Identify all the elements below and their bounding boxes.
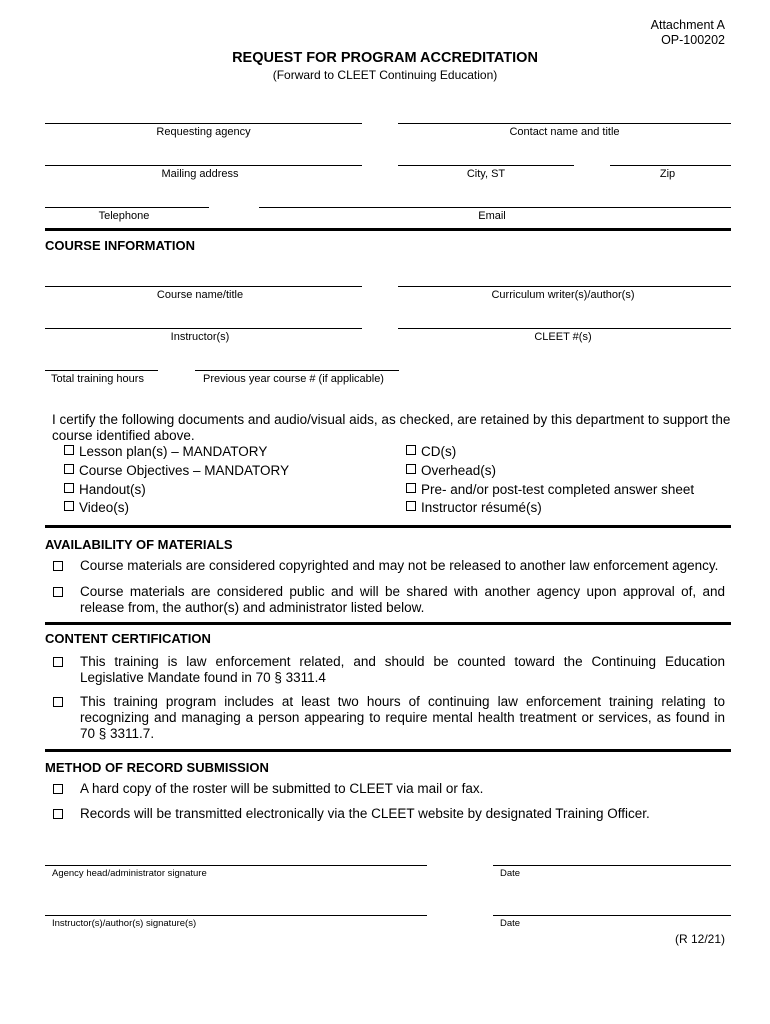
content-cert-mandate-text: This training is law enforcement related, and should be counted toward the Continuing Education Legislative Mandate found in 70 § 3311.4 <box>80 654 725 685</box>
agency-head-signature-label: Agency head/administrator signature <box>52 868 207 879</box>
availability-public-text: Course materials are considered public and will be shared with another agency upon approval of, and release from, the author(s) and administrator listed below. <box>80 584 725 615</box>
checkbox-law-enforcement-related[interactable] <box>53 657 63 667</box>
date-label-2: Date <box>500 918 521 929</box>
telephone-field[interactable] <box>45 207 209 208</box>
date-field-2[interactable] <box>493 915 731 916</box>
total-hours-label: Total training hours <box>51 373 144 385</box>
availability-copyrighted-text: Course materials are considered copyrighted and may not be released to another law enforcement agency. <box>80 558 719 573</box>
mailing-address-label: Mailing address <box>161 168 239 180</box>
checkbox-icon[interactable] <box>64 483 74 493</box>
course-name-label: Course name/title <box>156 289 244 301</box>
email-label: Email <box>478 210 506 222</box>
email-field[interactable] <box>259 207 731 208</box>
checkbox-cds[interactable]: CD(s) <box>406 444 456 460</box>
record-electronic-text: Records will be transmitted electronically via the CLEET website by designated Training Officer. <box>80 806 650 821</box>
attachment-label: Attachment A <box>650 18 725 32</box>
checkbox-hard-copy[interactable] <box>53 784 63 794</box>
checkbox-test-sheet[interactable]: Pre- and/or post-test completed answer sheet <box>406 482 694 498</box>
checkbox-videos[interactable]: Video(s) <box>64 500 129 516</box>
instructor-signature-field[interactable] <box>45 915 427 916</box>
instructors-label: Instructor(s) <box>170 331 230 343</box>
section-divider <box>45 622 731 625</box>
zip-label: Zip <box>659 168 676 180</box>
checkbox-icon[interactable] <box>406 483 416 493</box>
checkbox-icon[interactable] <box>406 445 416 455</box>
revision-label: (R 12/21) <box>674 932 725 946</box>
checkbox-instructor-resume[interactable]: Instructor résumé(s) <box>406 500 542 516</box>
course-name-field[interactable] <box>45 286 362 287</box>
record-hard-copy-text: A hard copy of the roster will be submitted to CLEET via mail or fax. <box>80 781 484 796</box>
total-hours-field[interactable] <box>45 370 158 371</box>
requesting-agency-label: Requesting agency <box>156 126 251 138</box>
previous-course-label: Previous year course # (if applicable) <box>203 373 384 385</box>
curriculum-writer-label: Curriculum writer(s)/author(s) <box>491 289 635 301</box>
availability-heading: AVAILABILITY OF MATERIALS <box>45 537 233 552</box>
instructors-field[interactable] <box>45 328 362 329</box>
previous-course-field[interactable] <box>195 370 399 371</box>
checkbox-icon[interactable] <box>64 445 74 455</box>
form-id-block <box>651 18 725 48</box>
requesting-agency-field[interactable] <box>45 123 362 124</box>
record-submission-heading: METHOD OF RECORD SUBMISSION <box>45 760 269 775</box>
date-field-1[interactable] <box>493 865 731 866</box>
mailing-address-field[interactable] <box>45 165 362 166</box>
content-cert-mental-health-text: This training program includes at least two hours of continuing law enforcement training relating to recognizing and managing a person appearing to require mental health treatment or services, as found in 70 § 3311.7. <box>80 694 725 741</box>
checkbox-icon[interactable] <box>64 501 74 511</box>
agency-head-signature-field[interactable] <box>45 865 427 866</box>
checkbox-mental-health[interactable] <box>53 697 63 707</box>
content-cert-heading: CONTENT CERTIFICATION <box>45 631 211 646</box>
section-divider <box>45 525 731 528</box>
course-info-heading: COURSE INFORMATION <box>45 238 195 253</box>
checkbox-electronic[interactable] <box>53 809 63 819</box>
checkbox-overheads[interactable]: Overhead(s) <box>406 463 496 479</box>
checkbox-icon[interactable] <box>64 464 74 474</box>
instructor-signature-label: Instructor(s)/author(s) signature(s) <box>52 918 197 929</box>
date-label-1: Date <box>500 868 521 879</box>
checkbox-handouts[interactable]: Handout(s) <box>64 482 146 498</box>
contact-label: Contact name and title <box>509 126 620 138</box>
curriculum-writer-field[interactable] <box>398 286 731 287</box>
checkbox-public[interactable] <box>53 587 63 597</box>
checkbox-icon[interactable] <box>406 464 416 474</box>
form-number: OP-100202 <box>661 33 725 47</box>
section-divider <box>45 749 731 752</box>
cleet-number-field[interactable] <box>398 328 731 329</box>
certify-statement: I certify the following documents and audio/visual aids, as checked, are retained by this department to support the course identified above. <box>52 412 731 443</box>
checkbox-lesson-plan[interactable]: Lesson plan(s) – MANDATORY <box>64 444 267 460</box>
cleet-number-label: CLEET #(s) <box>534 331 592 343</box>
page-title: REQUEST FOR PROGRAM ACCREDITATION <box>232 50 538 66</box>
section-divider <box>45 228 731 231</box>
contact-field[interactable] <box>398 123 731 124</box>
checkbox-icon[interactable] <box>406 501 416 511</box>
city-st-label: City, ST <box>466 168 506 180</box>
zip-field[interactable] <box>610 165 731 166</box>
city-st-field[interactable] <box>398 165 574 166</box>
page-subtitle: (Forward to CLEET Continuing Education) <box>272 68 498 82</box>
checkbox-course-objectives[interactable]: Course Objectives – MANDATORY <box>64 463 289 479</box>
telephone-label: Telephone <box>98 210 150 222</box>
checkbox-copyrighted[interactable] <box>53 561 63 571</box>
